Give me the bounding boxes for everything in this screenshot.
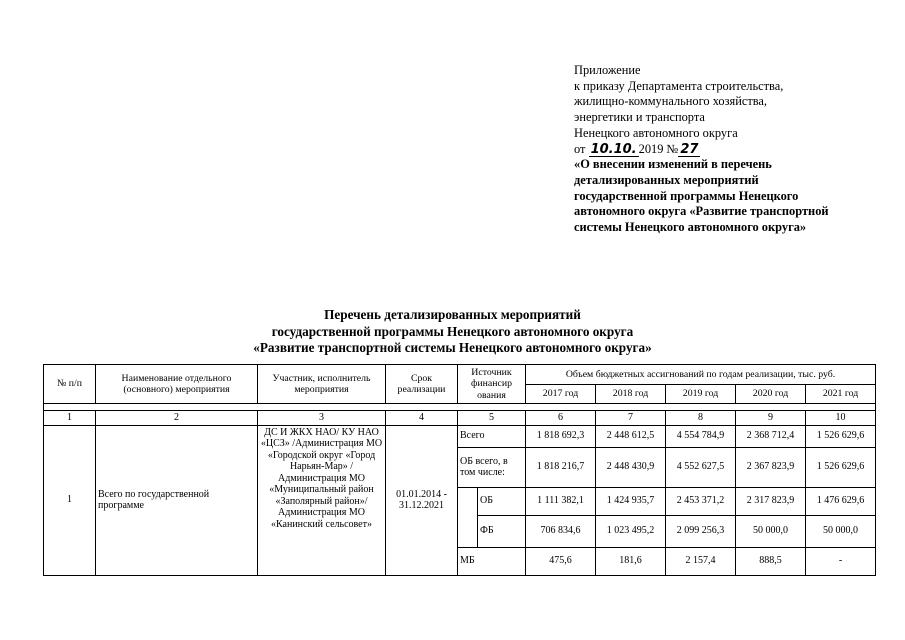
amount-cell: 1 476 629,6 xyxy=(806,487,876,515)
amount-cell: 1 818 692,3 xyxy=(526,425,596,447)
header-term: Срок реализации xyxy=(386,365,458,404)
source-label: Всего xyxy=(458,425,526,447)
header-participant: Участник, исполнитель мероприятия xyxy=(258,365,386,404)
source-label: ОБ всего, в том числе: xyxy=(458,447,526,487)
amount-cell: 2 317 823,9 xyxy=(736,487,806,515)
appendix-subject-line: автономного округа «Развитие транспортной xyxy=(574,204,829,219)
column-number: 9 xyxy=(736,411,806,426)
appendix-subject-line: «О внесении изменений в перечень xyxy=(574,157,772,172)
row-number: 1 xyxy=(44,425,96,575)
header-year: 2019 год xyxy=(666,385,736,404)
amount-cell: 1 111 382,1 xyxy=(526,487,596,515)
amount-cell: 4 552 627,5 xyxy=(666,447,736,487)
column-number: 3 xyxy=(258,411,386,426)
amount-cell: 888,5 xyxy=(736,547,806,575)
source-label: ФБ xyxy=(478,515,526,547)
header-year: 2017 год xyxy=(526,385,596,404)
amount-cell: 1 424 935,7 xyxy=(596,487,666,515)
date-year: 2019 № xyxy=(638,141,679,156)
appendix-date-line xyxy=(574,142,894,158)
amount-cell: 2 099 256,3 xyxy=(666,515,736,547)
title-line-3: «Развитие транспортной системы Ненецкого автономного округа» xyxy=(253,340,652,355)
header-name: Наименование отдельного (основного) мероприятия xyxy=(96,365,258,404)
appendix-line: энергетики и транспорта xyxy=(574,110,705,125)
column-number: 10 xyxy=(806,411,876,426)
amount-cell: 181,6 xyxy=(596,547,666,575)
amount-cell: 475,6 xyxy=(526,547,596,575)
column-number: 2 xyxy=(96,411,258,426)
header-year: 2020 год xyxy=(736,385,806,404)
header-year: 2018 год xyxy=(596,385,666,404)
appendix-subject-line: государственной программы Ненецкого xyxy=(574,188,799,203)
amount-cell: 1 023 495,2 xyxy=(596,515,666,547)
amount-cell: 2 367 823,9 xyxy=(736,447,806,487)
column-number: 8 xyxy=(666,411,736,426)
amount-cell: 706 834,6 xyxy=(526,515,596,547)
row-participant: ДС И ЖКХ НАО/ КУ НАО «ЦСЗ» /Администрация МО «Городской округ «Город Нарьян-Мар» / Администрация МО «Муниципальный район «Заполярный район»/ Администрация МО «Канинский сельсовет» xyxy=(258,425,386,575)
row-term: 01.01.2014 - 31.12.2021 xyxy=(386,425,458,575)
amount-cell: 2 453 371,2 xyxy=(666,487,736,515)
source-indent xyxy=(458,487,478,547)
appendix-line: Приложение xyxy=(574,63,641,77)
column-number: 6 xyxy=(526,411,596,426)
amount-cell: 2 157,4 xyxy=(666,547,736,575)
measures-table xyxy=(43,364,876,576)
amount-cell: 1 526 629,6 xyxy=(806,447,876,487)
amount-cell: 1 818 216,7 xyxy=(526,447,596,487)
appendix-subject-line: детализированных мероприятий xyxy=(574,172,759,187)
header-source: Источник финансир ования xyxy=(458,365,526,404)
source-label: МБ xyxy=(458,547,526,575)
header-budget: Объем бюджетных ассигнований по годам реализации, тыс. руб. xyxy=(526,365,876,385)
title-line-1: Перечень детализированных мероприятий xyxy=(324,307,581,322)
title-line-2: государственной программы Ненецкого автономного округа xyxy=(271,323,634,339)
document-title xyxy=(150,307,755,357)
handwritten-number: 27 xyxy=(680,141,699,157)
appendix-block xyxy=(574,63,894,236)
amount-cell: 2 368 712,4 xyxy=(736,425,806,447)
column-number: 7 xyxy=(596,411,666,426)
appendix-line: к приказу Департамента строительства, xyxy=(574,78,784,93)
column-number: 4 xyxy=(386,411,458,426)
amount-cell: - xyxy=(806,547,876,575)
date-prefix: от xyxy=(574,141,586,156)
appendix-subject-line: системы Ненецкого автономного округа» xyxy=(574,220,807,235)
amount-cell: 50 000,0 xyxy=(806,515,876,547)
header-year: 2021 год xyxy=(806,385,876,404)
source-label: ОБ xyxy=(478,487,526,515)
amount-cell: 2 448 612,5 xyxy=(596,425,666,447)
amount-cell: 2 448 430,9 xyxy=(596,447,666,487)
appendix-line: Ненецкого автономного округа xyxy=(574,125,738,140)
row-name: Всего по государственной программе xyxy=(96,425,258,575)
column-number: 1 xyxy=(44,411,96,426)
amount-cell: 50 000,0 xyxy=(736,515,806,547)
header-num: № п/п xyxy=(44,365,96,404)
appendix-line: жилищно-коммунального хозяйства, xyxy=(574,94,768,109)
amount-cell: 1 526 629,6 xyxy=(806,425,876,447)
column-number: 5 xyxy=(458,411,526,426)
handwritten-date: 10.10. xyxy=(590,141,637,157)
amount-cell: 4 554 784,9 xyxy=(666,425,736,447)
